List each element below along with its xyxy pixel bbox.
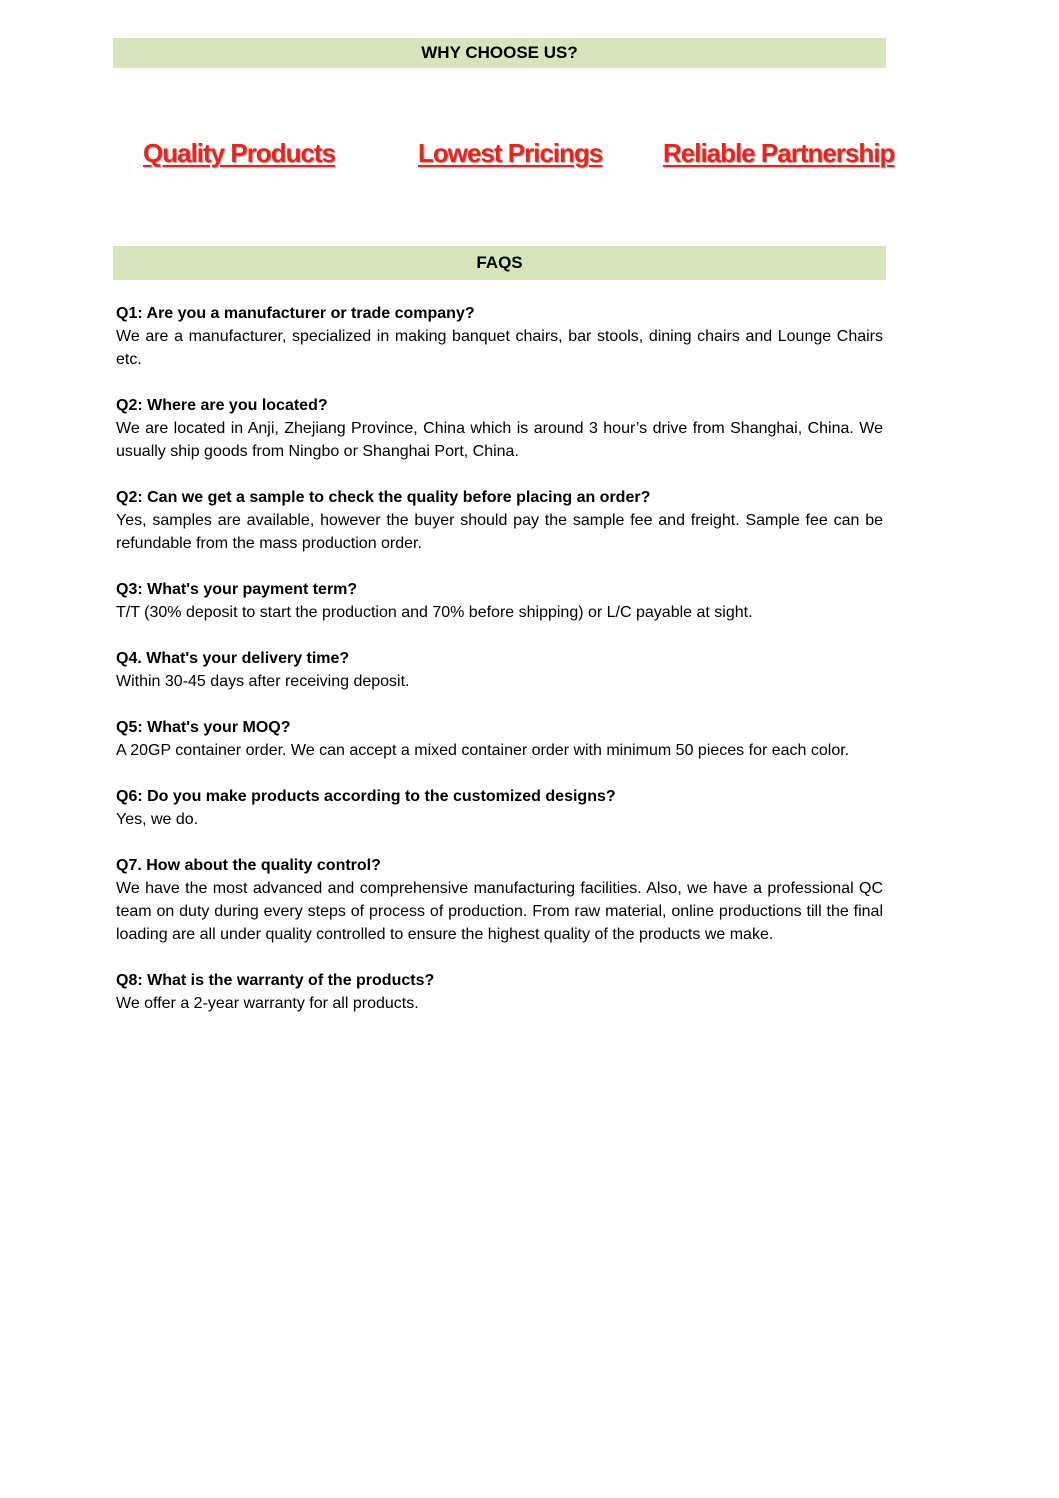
features-row (0, 138, 1059, 182)
faq-question: Q3: What's your payment term? (116, 581, 358, 598)
faq-question: Q5: What's your MOQ? (116, 719, 291, 736)
why-choose-us-heading: WHY CHOOSE US? (113, 38, 886, 68)
faq-item (116, 302, 883, 371)
faq-answer: We have the most advanced and comprehensive manufacturing facilities. Also, we have a professional QC team on duty during every steps of process of production. From raw material, online productions till the final loading are all under quality controlled to ensure the highest quality of the products we make. (116, 880, 883, 943)
faq-item (116, 854, 883, 946)
feature-link-lowest-pricings[interactable]: Lowest Pricings (418, 138, 603, 168)
faq-question: Q2: Where are you located? (116, 397, 328, 414)
faq-answer: We offer a 2-year warranty for all products. (116, 995, 419, 1012)
feature-link-reliable-partnership[interactable]: Reliable Partnership (663, 138, 895, 168)
faq-item (116, 647, 883, 693)
faq-answer: Yes, samples are available, however the buyer should pay the sample fee and freight. Sample fee can be refundable from the mass production order. (116, 512, 883, 552)
faq-answer: Within 30-45 days after receiving deposit. (116, 673, 410, 690)
faq-question: Q7. How about the quality control? (116, 857, 381, 874)
faq-item (116, 486, 883, 555)
faq-answer: Yes, we do. (116, 811, 199, 828)
faq-question: Q1: Are you a manufacturer or trade company? (116, 305, 475, 322)
faq-answer: We are a manufacturer, specialized in making banquet chairs, bar stools, dining chairs and Lounge Chairs etc. (116, 328, 883, 368)
faq-item (116, 394, 883, 463)
faq-answer: We are located in Anji, Zhejiang Province, China which is around 3 hour’s drive from Shanghai, China. We usually ship goods from Ningbo or Shanghai Port, China. (116, 420, 883, 460)
faq-item (116, 578, 883, 624)
faq-item (116, 716, 883, 762)
faqs-heading: FAQS (113, 246, 886, 280)
faq-question: Q8: What is the warranty of the products? (116, 972, 435, 989)
faq-item (116, 785, 883, 831)
faq-question: Q2: Can we get a sample to check the quality before placing an order? (116, 489, 651, 506)
faq-list (116, 302, 883, 1038)
faq-item (116, 969, 883, 1015)
feature-link-quality-products[interactable]: Quality Products (143, 138, 336, 168)
faq-question: Q6: Do you make products according to the customized designs? (116, 788, 616, 805)
faq-answer: T/T (30% deposit to start the production and 70% before shipping) or L/C payable at sight. (116, 604, 753, 621)
faq-answer: A 20GP container order. We can accept a mixed container order with minimum 50 pieces for each color. (116, 742, 850, 759)
faq-question: Q4. What's your delivery time? (116, 650, 350, 667)
